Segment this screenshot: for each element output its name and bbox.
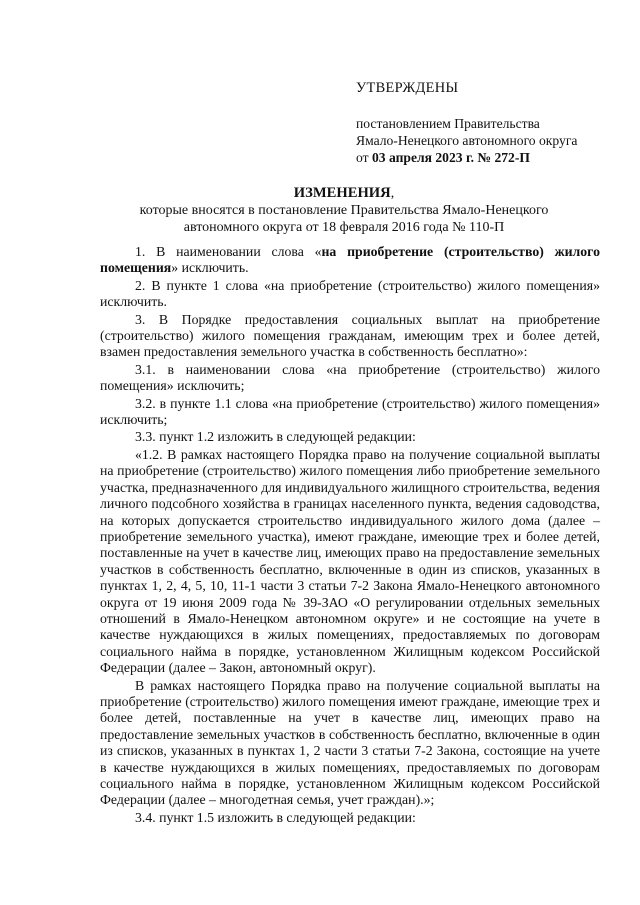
approval-stamp: [356, 80, 616, 166]
approval-date-value: 03 апреля 2023 г. № 272-П: [371, 150, 530, 165]
paragraph-1-bold: на приобретение (строительство) жилого помещения: [100, 244, 600, 276]
subtitle-line-1: которые вносятся в постановление Правительства Ямало-Ненецкого: [139, 203, 549, 218]
approval-line-1: постановлением Правительства: [356, 116, 540, 131]
paragraph-1-pre: 1. В наименовании слова «: [135, 244, 322, 259]
document-title-block: [80, 185, 608, 236]
heading-suffix: ,: [390, 186, 395, 201]
document-body: [100, 244, 600, 827]
approval-line-2: Ямало-Ненецкого автономного округа: [356, 133, 578, 148]
approval-date: [356, 149, 616, 166]
paragraph-3-4: 3.4. пункт 1.5 изложить в следующей редакции:: [135, 809, 416, 825]
paragraph-3-3: 3.3. пункт 1.2 изложить в следующей редакции:: [135, 429, 416, 445]
approval-date-prefix: от: [356, 150, 369, 165]
paragraph-2: 2. В пункте 1 слова «на приобретение (строительство) жилого помещения» исключить.: [100, 277, 600, 310]
approved-label: УТВЕРЖДЕНЫ: [356, 80, 459, 96]
paragraph-3-2: 3.2. в пункте 1.1 слова «на приобретение (строительство) жилого помещения» исключить;: [100, 395, 600, 428]
paragraph-1: [100, 244, 600, 277]
document-heading: ИЗМЕНЕНИЯ: [293, 185, 391, 201]
paragraph-quote-2: В рамках настоящего Порядка право на получение социальной выплаты на приобретение (строительство) жилого помещения имеют граждане, имеющие трех и более детей, поставленные на учет в качестве лиц, имеющих право на предоставление земельных участков в собственность бесплатно, включенные в один из списков, указанных в пунктах 1, 2 части 3 статьи 7-2 Закона, состоящие на учете в качестве нуждающихся в жилых помещениях, предоставляемых по договорам социального найма в порядке, установленном Жилищным кодексом Российской Федерации (далее – многодетная семья, учет граждан).»;: [100, 677, 600, 808]
paragraph-3: 3. В Порядке предоставления социальных выплат на приобретение (строительство) жилого помещения гражданам, имеющим трех и более детей, взамен предоставления земельного участка в собственность бесплатно»:: [100, 311, 600, 360]
paragraph-quote-1: «1.2. В рамках настоящего Порядка право на получение социальной выплаты на приобретение (строительство) жилого помещения либо приобретение земельного участка, предназначенного для индивидуального жилищного строительства, ведения личного подсобного хозяйства в границах населенного пункта, ведения садоводства, на которых допускается строительство индивидуального жилого дома (далее – приобретение земельного участка), имеют граждане, имеющие трех и более детей, поставленные на учет в качестве лиц, имеющих право на предоставление земельных участков в собственность бесплатно, включенные в один из списков, указанных в пунктах 1, 2, 4, 5, 10, 11-1 части 3 статьи 7-2 Закона Ямало-Ненецкого автономного округа от 19 июня 2009 года № 39-ЗАО «О регулировании отдельных земельных отношений в Ямало-Ненецком автономном округе» и не состоящие на учете в качестве нуждающихся в жилых помещениях, предоставляемых по договорам социального найма в порядке, установленном Жилищным кодексом Российской Федерации (далее – Закон, автономный округ).: [100, 446, 600, 676]
paragraph-3-1: 3.1. в наименовании слова «на приобретение (строительство) жилого помещения» исключить;: [100, 361, 600, 394]
heading-line: [80, 185, 608, 202]
subtitle-line-2: автономного округа от 18 февраля 2016 года № 110-П: [183, 220, 505, 235]
paragraph-1-post: » исключить.: [171, 260, 249, 276]
